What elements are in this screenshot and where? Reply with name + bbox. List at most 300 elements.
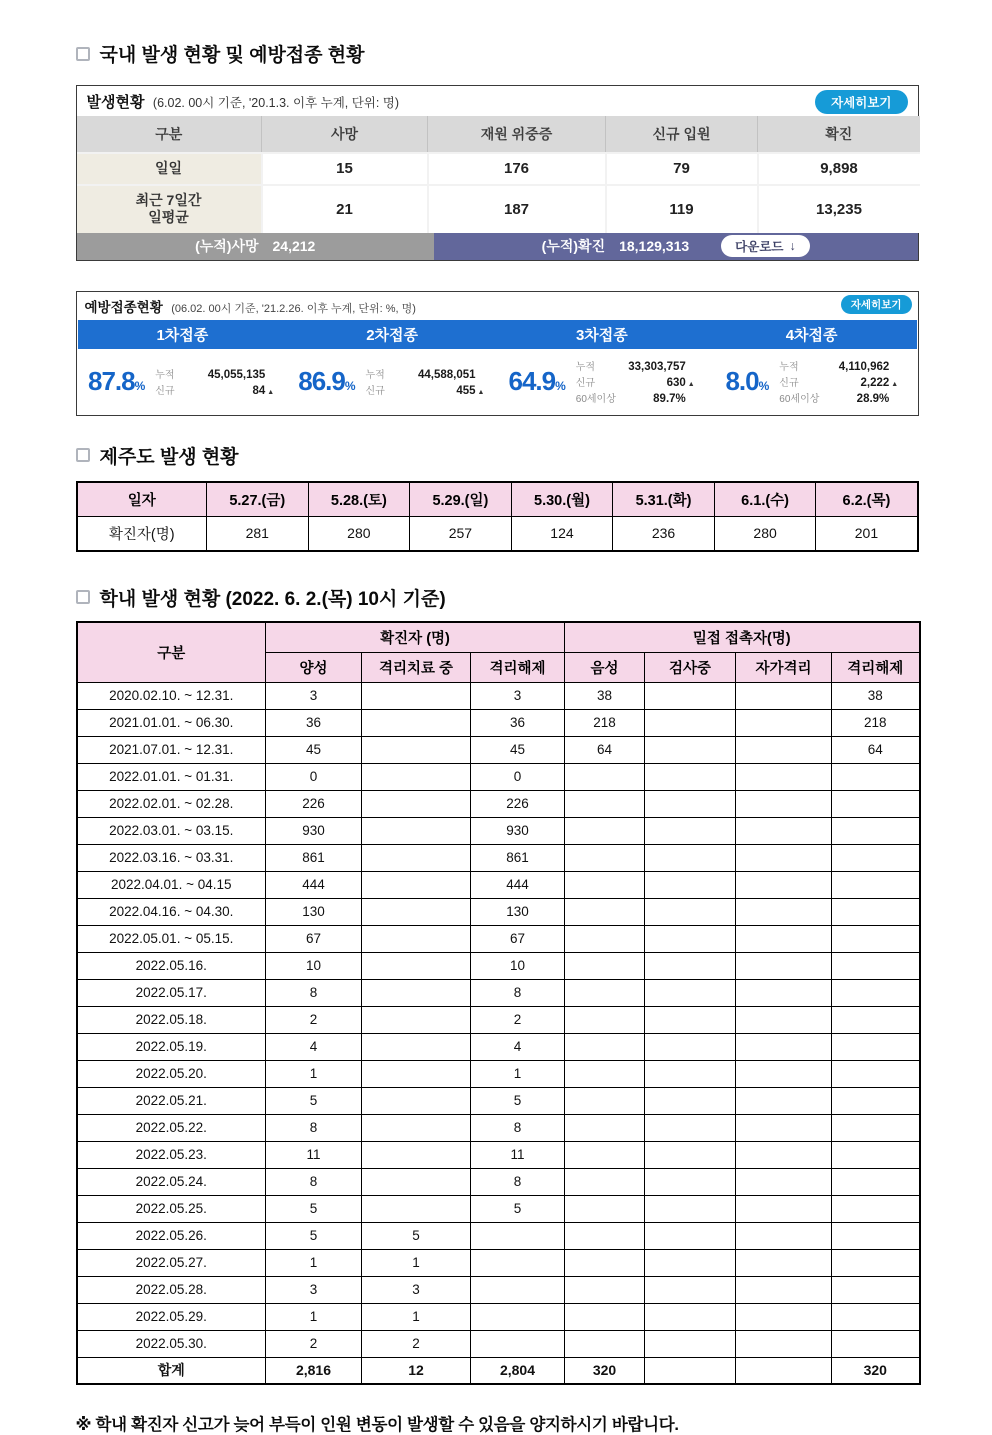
value-cell (565, 1087, 645, 1114)
school-table (76, 621, 921, 1386)
value-cell: 257 (410, 516, 512, 551)
value-cell: 444 (266, 871, 362, 898)
value-cell (832, 1195, 920, 1222)
period-cell: 2022.05.28. (77, 1276, 266, 1303)
value-cell: 861 (266, 844, 362, 871)
value-cell (736, 763, 832, 790)
value-cell: 64 (832, 736, 920, 763)
value-cell: 119 (606, 185, 758, 233)
value-cell (645, 1141, 736, 1168)
cumulative-deaths (77, 233, 434, 260)
period-cell: 2022.05.16. (77, 952, 266, 979)
row-label: 최근 7일간 일평균 (77, 185, 262, 233)
value-cell (565, 763, 645, 790)
value-cell (565, 1006, 645, 1033)
value-cell (565, 1060, 645, 1087)
value-cell: 38 (832, 682, 920, 709)
value-cell (736, 709, 832, 736)
stat-value: 28.9% (856, 392, 890, 405)
period-cell: 2022.04.16. ~ 04.30. (77, 898, 266, 925)
dose-group-4 (707, 358, 917, 405)
value-cell (565, 1168, 645, 1195)
row-label: 일일 (77, 153, 262, 185)
value-cell (565, 1222, 645, 1249)
value-cell (645, 1060, 736, 1087)
stat-label: 누적 (155, 369, 175, 381)
period-cell: 2022.02.01. ~ 02.28. (77, 790, 266, 817)
value-cell (565, 1249, 645, 1276)
value-cell: 3 (266, 682, 362, 709)
up-arrow-icon: ▲ (267, 388, 275, 396)
value-cell: 201 (816, 516, 918, 551)
total-row (77, 1357, 920, 1384)
period-cell: 2022.05.21. (77, 1087, 266, 1114)
value-cell: 187 (428, 185, 606, 233)
value-cell (736, 790, 832, 817)
value-cell (565, 898, 645, 925)
value-cell (645, 1303, 736, 1330)
value-cell (645, 817, 736, 844)
section-title: 국내 발생 현황 및 예방접종 현황 (99, 45, 365, 66)
value-cell: 4 (266, 1033, 362, 1060)
value-cell (736, 817, 832, 844)
value-cell: 320 (565, 1357, 645, 1384)
value-cell: 1 (362, 1249, 471, 1276)
value-cell: 1 (362, 1303, 471, 1330)
value-cell (645, 925, 736, 952)
value-cell (362, 1087, 471, 1114)
percent-unit: % (344, 378, 356, 393)
stat-label: 신규 (155, 385, 175, 397)
value-cell (736, 1060, 832, 1087)
stat-value: 455 (456, 384, 476, 397)
value-cell (832, 952, 920, 979)
period-cell: 2022.05.22. (77, 1114, 266, 1141)
value-cell (832, 871, 920, 898)
column-header: 5.31.(화) (613, 482, 715, 517)
value-cell (645, 1033, 736, 1060)
stat-label: 신규 (779, 377, 799, 389)
value-cell (645, 1222, 736, 1249)
stat-line (576, 374, 696, 389)
table-row (77, 1249, 920, 1276)
value-cell: 38 (565, 682, 645, 709)
table-row (77, 871, 920, 898)
group-header-confirmed: 확진자 (명) (266, 622, 565, 653)
value-cell (565, 871, 645, 898)
value-cell: 130 (471, 898, 565, 925)
school-group-header-row (77, 622, 920, 653)
vaccination-status-box (76, 291, 919, 416)
value-cell (362, 763, 471, 790)
section-heading-school (76, 584, 919, 611)
stat-value: 2,222 (860, 376, 890, 389)
value-cell: 11 (471, 1141, 565, 1168)
dose-header-bar (78, 320, 917, 349)
period-cell: 2022.05.20. (77, 1060, 266, 1087)
jeju-table (76, 481, 919, 552)
value-cell: 67 (266, 925, 362, 952)
footnote: ※ 학내 확진자 신고가 늦어 부득이 인원 변동이 발생할 수 있음을 양지하시기 바랍니다. (75, 1416, 679, 1434)
value-cell (565, 790, 645, 817)
value-cell: 320 (832, 1357, 920, 1384)
value-cell (362, 1060, 471, 1087)
percent-unit: % (134, 378, 146, 393)
table-row (77, 1060, 920, 1087)
period-cell: 2022.01.01. ~ 01.31. (77, 763, 266, 790)
column-header: 격리치료 중 (362, 652, 471, 682)
column-header: 5.30.(월) (511, 482, 613, 517)
up-arrow-icon: ▲ (477, 388, 485, 396)
column-header: 6.1.(수) (714, 482, 816, 517)
value-cell: 15 (262, 153, 428, 185)
table-row (77, 1276, 920, 1303)
outbreak-table (77, 116, 920, 233)
value-cell (736, 979, 832, 1006)
value-cell: 8 (266, 1114, 362, 1141)
period-cell: 2022.05.29. (77, 1303, 266, 1330)
value-cell (736, 844, 832, 871)
value-cell: 5 (362, 1222, 471, 1249)
value-cell: 2,816 (266, 1357, 362, 1384)
value-cell (645, 1276, 736, 1303)
school-table-body (77, 682, 920, 1384)
value-cell (736, 682, 832, 709)
value-cell: 1 (266, 1249, 362, 1276)
jeju-header-row (77, 482, 918, 517)
value-cell (645, 1249, 736, 1276)
value-cell: 8 (471, 979, 565, 1006)
value-cell: 10 (471, 952, 565, 979)
dose2-percent (298, 366, 355, 397)
value-cell: 5 (266, 1222, 362, 1249)
cumulative-confirmed-value: 18,129,313 (619, 238, 690, 254)
outbreak-header-row (77, 116, 920, 153)
stat-value: 4,110,962 (838, 360, 890, 373)
value-cell (832, 1303, 920, 1330)
value-cell: 2 (362, 1330, 471, 1357)
value-cell: 0 (471, 763, 565, 790)
value-cell: 226 (266, 790, 362, 817)
value-cell: 1 (266, 1060, 362, 1087)
table-row (77, 1303, 920, 1330)
value-cell (362, 1006, 471, 1033)
cumulative-deaths-label: (누적)사망 (195, 238, 259, 254)
value-cell (832, 1330, 920, 1357)
section-heading-domestic (76, 40, 919, 67)
vaccination-subtitle: (06.02. 00시 기준, '21.2.26. 이후 누계, 단위: %, 명) (171, 302, 416, 315)
dose1-stats (155, 366, 275, 397)
section-heading-jeju (76, 442, 919, 469)
value-cell (645, 1114, 736, 1141)
table-row (77, 736, 920, 763)
table-row (77, 790, 920, 817)
table-row (77, 817, 920, 844)
value-cell (362, 1114, 471, 1141)
value-cell: 176 (428, 153, 606, 185)
stat-label: 누적 (575, 361, 596, 373)
stat-line (366, 382, 486, 397)
value-cell (736, 1195, 832, 1222)
table-row (77, 844, 920, 871)
vaccination-title: 예방접종현황 (84, 299, 163, 315)
table-row (77, 1195, 920, 1222)
value-cell (832, 1276, 920, 1303)
stat-line (576, 390, 696, 405)
value-cell (645, 952, 736, 979)
stat-line (576, 358, 696, 373)
value-cell: 1 (266, 1303, 362, 1330)
value-cell (645, 1195, 736, 1222)
value-cell (736, 1006, 832, 1033)
table-row (77, 153, 920, 185)
value-cell: 444 (471, 871, 565, 898)
column-header: 신규 입원 (606, 116, 758, 153)
value-cell: 79 (606, 153, 758, 185)
stat-value: 45,055,135 (207, 368, 266, 381)
value-cell: 12 (362, 1357, 471, 1384)
column-header: 확진 (758, 116, 920, 153)
value-cell (736, 1087, 832, 1114)
period-cell: 2022.05.25. (77, 1195, 266, 1222)
period-cell: 2022.05.23. (77, 1141, 266, 1168)
value-cell (736, 1033, 832, 1060)
value-cell: 36 (471, 709, 565, 736)
value-cell (736, 898, 832, 925)
value-cell (362, 790, 471, 817)
stat-value: 33,303,757 (628, 360, 686, 373)
column-header: 음성 (565, 652, 645, 682)
value-cell (362, 817, 471, 844)
stat-line (779, 358, 899, 373)
value-cell (645, 1357, 736, 1384)
dose2-stats (366, 366, 486, 397)
dose-group-1 (77, 358, 287, 405)
value-cell (565, 844, 645, 871)
period-cell: 2020.02.10. ~ 12.31. (77, 682, 266, 709)
value-cell (362, 1168, 471, 1195)
cumulative-confirmed (434, 233, 918, 260)
dose3-stats (576, 358, 696, 405)
dose-header: 4차접종 (785, 326, 838, 344)
value-cell (645, 898, 736, 925)
dose4-percent (725, 366, 769, 397)
table-row (77, 1330, 920, 1357)
detail-view-button[interactable]: 자세히보기 (815, 90, 907, 114)
value-cell (736, 1276, 832, 1303)
stat-value: 84 (252, 384, 266, 397)
stat-label: 누적 (779, 361, 799, 373)
value-cell (565, 1330, 645, 1357)
value-cell (645, 979, 736, 1006)
download-button[interactable] (721, 235, 810, 257)
value-cell (645, 763, 736, 790)
value-cell (645, 1330, 736, 1357)
value-cell (471, 1303, 565, 1330)
value-cell (645, 709, 736, 736)
value-cell (565, 817, 645, 844)
table-row (77, 709, 920, 736)
value-cell (736, 1141, 832, 1168)
period-cell: 2021.07.01. ~ 12.31. (77, 736, 266, 763)
up-arrow-icon: ▲ (687, 380, 695, 388)
outbreak-subtitle: (6.02. 00시 기준, '20.1.3. 이후 누계, 단위: 명) (152, 96, 400, 110)
value-cell (565, 1141, 645, 1168)
checkbox-icon (76, 448, 90, 462)
column-header: 사망 (262, 116, 428, 153)
report-page (76, 0, 919, 1435)
column-header: 6.2.(목) (816, 482, 918, 517)
dose-header: 3차접종 (575, 326, 628, 344)
value-cell: 0 (266, 763, 362, 790)
outbreak-titlebar (77, 86, 918, 116)
value-cell: 281 (207, 516, 309, 551)
table-row (77, 763, 920, 790)
value-cell (565, 1033, 645, 1060)
value-cell (645, 682, 736, 709)
dose-header: 2차접종 (366, 326, 419, 344)
value-cell: 930 (471, 817, 565, 844)
value-cell (832, 1087, 920, 1114)
school-section (76, 584, 919, 1386)
table-row (77, 185, 920, 233)
period-cell: 합계 (77, 1357, 266, 1384)
value-cell (832, 817, 920, 844)
value-cell (471, 1276, 565, 1303)
value-cell: 218 (565, 709, 645, 736)
value-cell (471, 1222, 565, 1249)
download-icon: ↓ (789, 239, 796, 253)
table-row (77, 1222, 920, 1249)
percent-value: 64.9 (508, 365, 556, 396)
value-cell (736, 1114, 832, 1141)
period-cell: 2022.03.16. ~ 03.31. (77, 844, 266, 871)
stat-line (155, 366, 275, 381)
up-arrow-icon: ▲ (891, 380, 899, 388)
stat-label: 60세이상 (779, 393, 820, 405)
value-cell (565, 1195, 645, 1222)
stat-line (779, 390, 899, 405)
value-cell: 280 (714, 516, 816, 551)
stat-value: 89.7% (653, 392, 686, 405)
stat-label: 신규 (365, 385, 385, 397)
value-cell: 13,235 (758, 185, 920, 233)
value-cell: 2,804 (471, 1357, 565, 1384)
percent-unit: % (555, 378, 566, 393)
period-cell: 2022.05.18. (77, 1006, 266, 1033)
period-cell: 2022.05.17. (77, 979, 266, 1006)
column-header: 격리해제 (471, 652, 565, 682)
value-cell (832, 1006, 920, 1033)
table-row (77, 898, 920, 925)
percent-unit: % (758, 378, 770, 393)
value-cell (832, 979, 920, 1006)
value-cell (565, 1114, 645, 1141)
value-cell (645, 790, 736, 817)
value-cell: 5 (471, 1087, 565, 1114)
value-cell: 280 (308, 516, 410, 551)
section-title: 제주도 발생 현황 (99, 446, 239, 468)
column-header: 재원 위중증 (428, 116, 606, 153)
value-cell (736, 1249, 832, 1276)
column-header: 5.28.(토) (308, 482, 410, 517)
period-cell: 2022.04.01. ~ 04.15 (77, 871, 266, 898)
value-cell (362, 925, 471, 952)
value-cell (362, 898, 471, 925)
value-cell: 10 (266, 952, 362, 979)
period-cell: 2021.01.01. ~ 06.30. (77, 709, 266, 736)
value-cell: 8 (471, 1168, 565, 1195)
stat-label: 신규 (575, 377, 596, 389)
value-cell (832, 1249, 920, 1276)
column-header: 5.27.(금) (207, 482, 309, 517)
value-cell (645, 1087, 736, 1114)
value-cell: 2 (266, 1006, 362, 1033)
value-cell: 36 (266, 709, 362, 736)
value-cell (362, 736, 471, 763)
value-cell: 124 (511, 516, 613, 551)
value-cell (565, 1303, 645, 1330)
value-cell (736, 1222, 832, 1249)
value-cell (362, 952, 471, 979)
value-cell: 11 (266, 1141, 362, 1168)
stat-line (155, 382, 275, 397)
jeju-section (76, 442, 919, 552)
value-cell (736, 1168, 832, 1195)
period-cell: 2022.05.01. ~ 05.15. (77, 925, 266, 952)
column-header: 5.29.(일) (410, 482, 512, 517)
dose-group-3 (497, 358, 707, 405)
outbreak-footer (77, 233, 918, 260)
value-cell: 218 (832, 709, 920, 736)
table-row (77, 925, 920, 952)
value-cell: 930 (266, 817, 362, 844)
value-cell (645, 1168, 736, 1195)
stat-value: 630 (666, 376, 686, 389)
value-cell: 21 (262, 185, 428, 233)
value-cell: 1 (471, 1060, 565, 1087)
checkbox-icon (76, 590, 90, 604)
stat-label: 누적 (365, 369, 385, 381)
value-cell: 45 (266, 736, 362, 763)
value-cell: 67 (471, 925, 565, 952)
value-cell: 3 (266, 1276, 362, 1303)
dose3-percent (508, 366, 565, 397)
download-label: 다운로드 (735, 240, 784, 254)
group-header-contacts: 밀접 접촉자(명) (565, 622, 920, 653)
table-row (77, 1087, 920, 1114)
value-cell: 8 (471, 1114, 565, 1141)
detail-view-button[interactable]: 자세히보기 (841, 295, 912, 314)
percent-value: 87.8 (87, 365, 135, 396)
value-cell: 5 (266, 1195, 362, 1222)
value-cell: 4 (471, 1033, 565, 1060)
column-header: 구분 (77, 622, 266, 683)
value-cell (471, 1249, 565, 1276)
value-cell (832, 1141, 920, 1168)
row-label: 확진자(명) (77, 516, 207, 551)
value-cell (362, 1033, 471, 1060)
table-row (77, 1141, 920, 1168)
cumulative-confirmed-label: (누적)확진 (541, 238, 606, 254)
value-cell (645, 1006, 736, 1033)
value-cell (832, 1033, 920, 1060)
value-cell: 226 (471, 790, 565, 817)
value-cell (645, 871, 736, 898)
value-cell (736, 1303, 832, 1330)
value-cell (565, 925, 645, 952)
outbreak-status-box (76, 85, 919, 261)
